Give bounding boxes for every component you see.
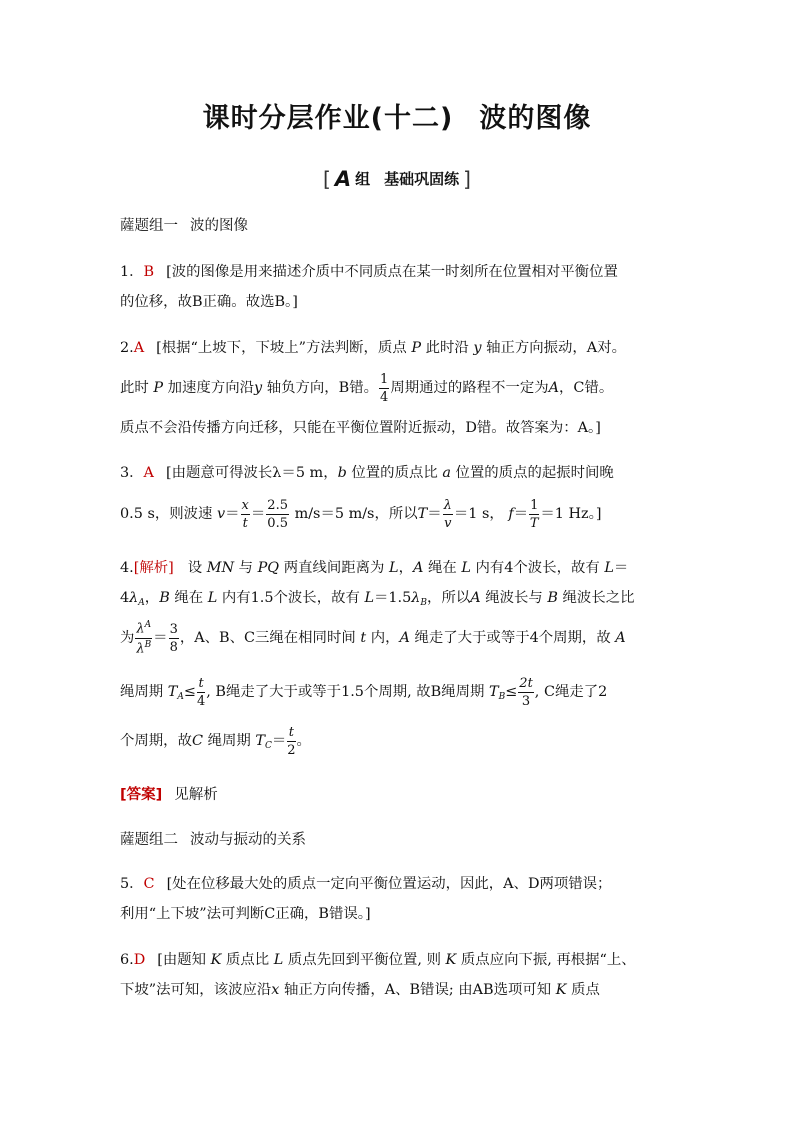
q5-answer: C xyxy=(143,876,155,892)
q4-line-1: 4.[解析] 设 MN 与 PQ 两直线间距离为 L，A 绳在 L 内有4个波长，故有 L＝ xyxy=(120,560,629,576)
q1-line-1: 1．B [波的图像是用来描述介质中不同质点在某一时刻所在位置相对平衡位置 xyxy=(120,264,618,280)
q6-line-2: 下坡”法可知，该波应沿x 轴正方向传播，A、B错误; 由AB选项可知 K 质点 xyxy=(120,982,600,998)
q5-line-2: 利用“上下坡”法可判断C正确，B错误。] xyxy=(120,906,371,922)
group-letter: A xyxy=(334,167,352,191)
title-sub: 波的图像 xyxy=(479,103,592,134)
section-heading-2: 薩题组二 波动与振动的关系 xyxy=(120,832,306,848)
q2-line-2: 此时 P 加速度方向沿y 轴负方向，B错。 $\frac{1}{4}$ 周期通过的路程不一定为A，C错。 xyxy=(120,371,614,405)
q6-answer: D xyxy=(133,952,146,968)
q1-line-2: 的位移，故B正确。故选B。] xyxy=(120,294,298,310)
answer-tag: [答案] xyxy=(120,787,163,803)
title-main: 课时分层作业(十二) xyxy=(202,103,454,134)
q2-line-3: 质点不会沿传播方向迁移，只能在平衡位置附近振动，D错。故答案为：A。] xyxy=(120,420,601,436)
q3-answer: A xyxy=(143,465,154,481)
section-heading-1: 薩题组一 波的图像 xyxy=(120,218,248,234)
q4-analysis-tag: [解析] xyxy=(133,560,174,576)
q2-fraction: $\frac{1}{4}$ xyxy=(380,371,389,405)
q4-line-4: 绳周期 $T_A\le$ $\frac{t}{4}$ , B绳走了大于或等于1.5个周期, 故B绳周期 $T_B\le$ $\frac{2t}{3}$ , C绳走了2 xyxy=(120,675,608,709)
q2-line-1: 2.A [根据“上坡下，下坡上”方法判断，质点 P 此时沿 y 轴正方向振动，A对。 xyxy=(120,340,626,356)
q6-line-1: 6.D [由题知 K 质点比 L 质点先回到平衡位置, 则 K 质点应向下振, 再根据“上、 xyxy=(120,952,636,968)
q2-answer: A xyxy=(133,340,145,356)
group-heading: [ A 组 基础巩固练 ] xyxy=(323,167,471,191)
q5-line-1: 5．C [处在位移最大处的质点一定向平衡位置运动，因此，A、D两项错误； xyxy=(120,876,612,892)
q4-line-2: $4\lambda_A$，B 绳在 L 内有1.5个波长，故有 $L=1.5\lambda_B$，所以A 绳波长与 B 绳波长之比 xyxy=(120,590,635,608)
page-title xyxy=(0,96,794,135)
q1-answer: B xyxy=(143,264,155,280)
q4-answer-line: [答案] 见解析 xyxy=(120,787,218,803)
q4-line-5: 个周期，故C 绳周期 $T_C=$ $\frac{t}{2}$ 。 xyxy=(120,724,311,758)
q4-line-3: 为 $\frac{\lambda^A}{\lambda^B}$ ＝ $\frac{3}{8}$ ，A、B、C三绳在相同时间 t 内，A 绳走了大于或等于4个周期，故 A xyxy=(120,620,626,656)
q3-line-2: 0.5 s，则波速 v＝ $\frac{x}{t}$ ＝ $\frac{2.5}{0.5}$ m/s＝5 m/s，所以T＝ $\frac{\lambda}{v}$ ＝1 s， f＝ $\frac{1}{T}$ ＝1 Hz。] xyxy=(120,497,602,531)
q3-line-1: 3．A [由题意可得波长λ＝5 m，b 位置的质点比 a 位置的质点的起振时间晚 xyxy=(120,465,614,481)
